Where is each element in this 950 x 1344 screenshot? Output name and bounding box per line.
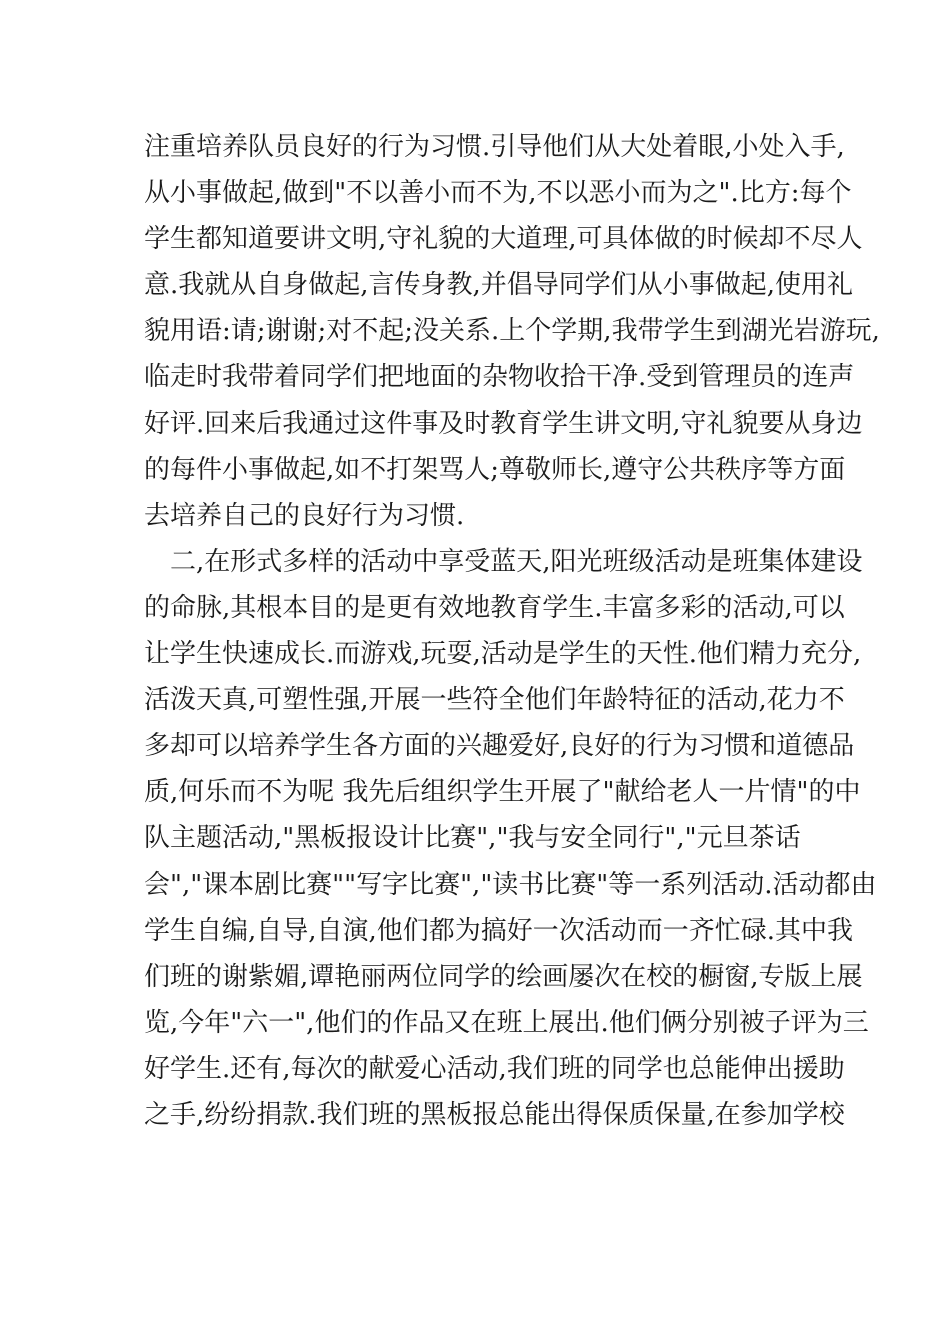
paragraph-activities [144, 539, 877, 1138]
text-line: 质,何乐而不为呢 我先后组织学生开展了"献给老人一片情"的中 [144, 777, 861, 808]
text-line: 活泼天真,可塑性强,开展一些符全他们年龄特征的活动,花力不 [144, 685, 845, 716]
text-line: 队主题活动,"黑板报设计比赛","我与安全同行","元旦茶话 [144, 823, 801, 854]
text-line: 学生自编,自导,自演,他们都为搞好一次活动而一齐忙碌.其中我 [144, 915, 854, 946]
paragraph-behavior-habits [144, 124, 880, 539]
text-line: 从小事做起,做到"不以善小而不为,不以恶小而为之".比方:每个 [144, 178, 852, 209]
text-line: 二,在形式多样的活动中享受蓝天,阳光班级活动是班集体建设 [170, 546, 863, 577]
text-line: 让学生快速成长.而游戏,玩耍,活动是学生的天性.他们精力充分, [144, 639, 862, 670]
text-line: 好评.回来后我通过这件事及时教育学生讲文明,守礼貌要从身边 [144, 408, 863, 439]
document-body [144, 124, 880, 1138]
text-line: 们班的谢紫媚,谭艳丽两位同学的绘画屡次在校的橱窗,专版上展 [144, 961, 863, 992]
text-line: 貌用语:请;谢谢;对不起;没关系.上个学期,我带学生到湖光岩游玩, [144, 316, 880, 347]
text-line: 好学生.还有,每次的献爱心活动,我们班的同学也总能伸出援助 [144, 1053, 845, 1084]
text-line: 览,今年"六一",他们的作品又在班上展出.他们俩分别被子评为三 [144, 1007, 869, 1038]
text-line: 的每件小事做起,如不打架骂人;尊敬师长,遵守公共秩序等方面 [144, 454, 846, 485]
text-line: 会","课本剧比赛""写字比赛","读书比赛"等一系列活动.活动都由 [144, 869, 877, 900]
text-line: 多却可以培养学生各方面的兴趣爱好,良好的行为习惯和道德品 [144, 731, 855, 762]
text-line: 之手,纷纷捐款.我们班的黑板报总能出得保质保量,在参加学校 [144, 1099, 845, 1130]
text-line: 意.我就从自身做起,言传身教,并倡导同学们从小事做起,使用礼 [144, 270, 854, 301]
text-line: 临走时我带着同学们把地面的杂物收拾干净.受到管理员的连声 [144, 362, 855, 393]
text-line: 去培养自己的良好行为习惯. [144, 500, 465, 531]
text-line: 的命脉,其根本目的是更有效地教育学生.丰富多彩的活动,可以 [144, 592, 845, 623]
text-line: 注重培养队员良好的行为习惯.引导他们从大处着眼,小处入手, [144, 132, 845, 162]
text-line: 学生都知道要讲文明,守礼貌的大道理,可具体做的时候却不尽人 [144, 224, 863, 255]
